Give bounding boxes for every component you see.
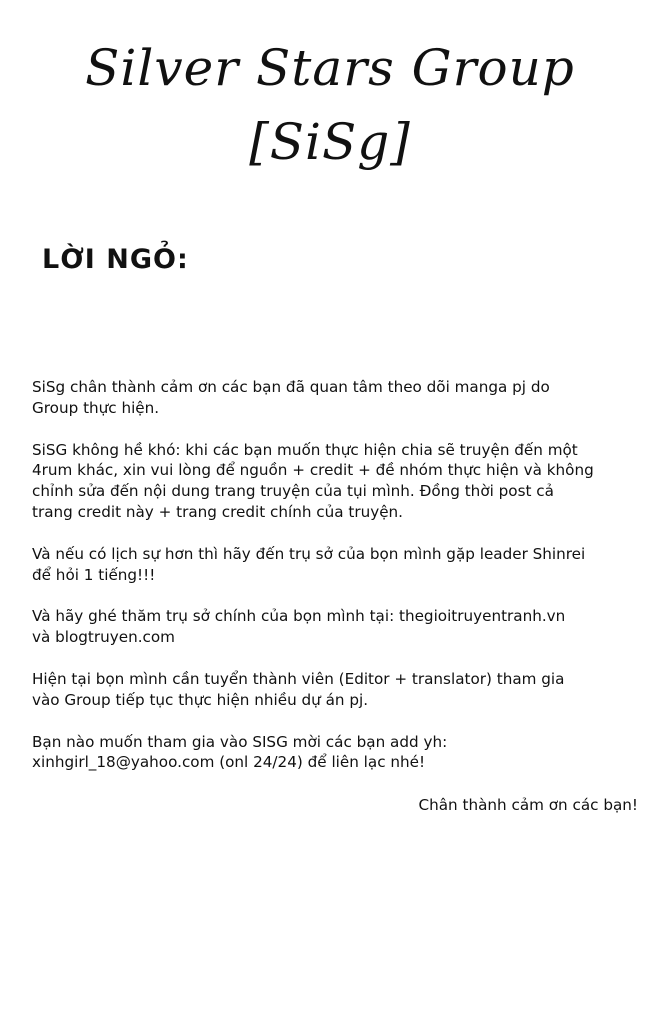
group-title: Silver Stars Group	[85, 39, 575, 97]
paragraph-contact: Bạn nào muốn tham gia vào SISG mời các bạn add yh: xinhgirl_18@yahoo.com (onl 24/24) để liên lạc nhé!	[32, 732, 448, 772]
paragraph-sharing-rules: SiSG không hề khó: khi các bạn muốn thực hiện chia sẽ truyện đến một 4rum khác, xin vui lòng để nguồn + credit + đề nhóm thực hiện và không chỉnh sửa đến nội dung trang truyện của tụi mình. Đồng thời post cả trang credit này + trang credit chính của truyện.	[32, 440, 594, 521]
paragraph-thanks: SiSg chân thành cảm ơn các bạn đã quan tâm theo dõi manga pj do Group thực hiện.	[32, 378, 550, 417]
intro-heading: LỜI NGỎ:	[42, 244, 189, 275]
paragraph-courtesy: Và nếu có lịch sự hơn thì hãy đến trụ sở của bọn mình gặp leader Shinrei để hỏi 1 tiếng!!!	[32, 544, 586, 584]
message-body	[32, 377, 644, 794]
paragraph-recruitment: Hiện tại bọn mình cần tuyển thành viên (Editor + translator) tham gia vào Group tiếp tục thực hiện nhiều dự án pj.	[32, 669, 565, 709]
group-abbreviation: [SiSg]	[249, 113, 411, 171]
closing-line: Chân thành cảm ơn các bạn!	[418, 796, 638, 814]
paragraph-headquarters: Và hãy ghé thăm trụ sở chính của bọn mình tại: thegioitruyentranh.vn và blogtruyen.com	[32, 607, 566, 647]
